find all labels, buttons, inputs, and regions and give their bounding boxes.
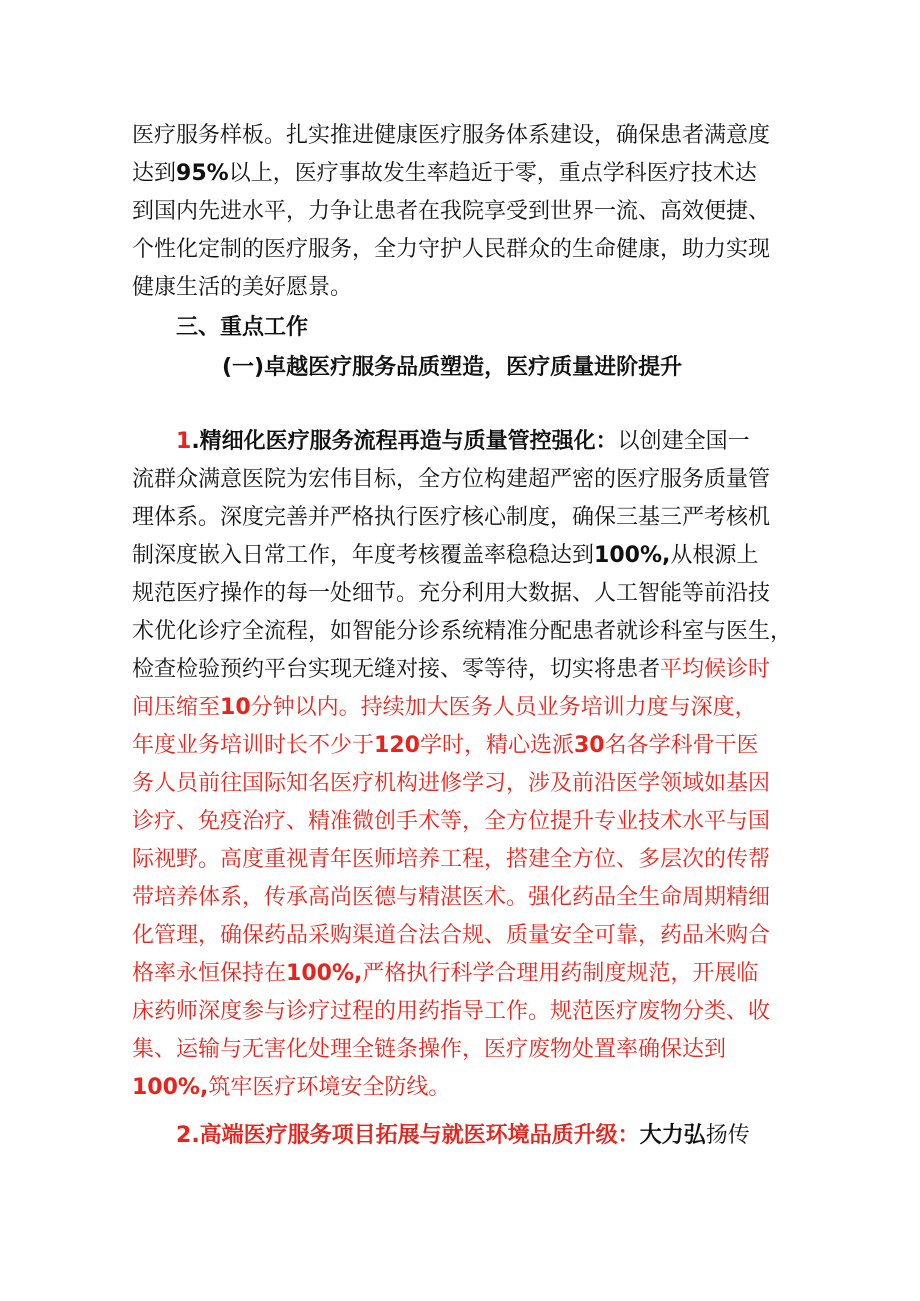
text: 达到 xyxy=(132,161,177,186)
intro-line-3 xyxy=(132,194,832,230)
item1-line-14 xyxy=(132,918,832,954)
number-10: 10 xyxy=(220,695,251,720)
text: 学时，精心选派 xyxy=(419,733,574,758)
subsection-title: (一)卓越医疗服务品质塑造，医疗质量进阶提升 xyxy=(222,355,683,380)
text: 健康生活的美好愿景。 xyxy=(132,275,353,300)
item1-line-2 xyxy=(132,462,832,498)
percent-100: 100%, xyxy=(132,1075,209,1100)
text: 带培养体系，传承高尚医德与精湛医术。强化药品全生命周期精细 xyxy=(132,885,771,910)
item1-line-4 xyxy=(132,538,832,574)
text: 化管理，确保药品采购渠道合法合规、质量安全可靠，药品米购合 xyxy=(132,923,771,948)
text: 分钟以内。持续加大医务人员业务培训力度与深度， xyxy=(250,695,757,720)
item-title: .精细化医疗服务流程再造与质量管控强化： xyxy=(191,429,618,454)
percent-100: 100%, xyxy=(286,961,363,986)
item1-line-8 xyxy=(132,690,832,726)
text: 际视野。高度重视青年医师培养工程，搭建全方位、多层次的传帮 xyxy=(132,847,771,872)
text: 规范医疗操作的每一处细节。充分利用大数据、人工智能等前沿技 xyxy=(132,581,771,606)
item2-line-1 xyxy=(176,1118,876,1154)
text: 医疗服务样板。扎实推进健康医疗服务体系建设，确保患者满意度 xyxy=(132,123,771,148)
text: 制深度嵌入日常工作，年度考核覆盖率稳稳达到 xyxy=(132,543,595,568)
percent-100: 100%, xyxy=(594,543,671,568)
item1-line-13 xyxy=(132,880,832,916)
item1-line-17 xyxy=(132,1032,832,1068)
item1-line-1 xyxy=(176,424,876,460)
intro-line-1 xyxy=(132,118,832,154)
text: 个性化定制的医疗服务，全力守护人民群众的生命健康，助力实现 xyxy=(132,237,771,262)
text: 名各学科骨干医 xyxy=(604,733,759,758)
text: 检查检验预约平台实现无缝对接、零等待，切实将患者 xyxy=(132,657,661,682)
item1-line-10 xyxy=(132,766,832,802)
text: 流群众满意医院为宏伟目标，全方位构建超严密的医疗服务质量管 xyxy=(132,467,771,492)
item1-line-11 xyxy=(132,804,832,840)
percent-95: 95% xyxy=(176,161,229,186)
text: 间压缩至 xyxy=(132,695,221,720)
text: 以创建全国一 xyxy=(617,429,750,454)
section-title: 三、重点工作 xyxy=(176,315,309,340)
text: 大力弘 xyxy=(639,1123,706,1148)
text: 集、运输与无害化处理全链条操作，医疗废物处置率确保达到 xyxy=(132,1037,727,1062)
item1-line-12 xyxy=(132,842,832,878)
item1-line-16 xyxy=(132,994,832,1030)
text: 年度业务培训时长不少于 xyxy=(132,733,375,758)
text: 理体系。深度完善并严格执行医疗核心制度，确保三基三严考核机 xyxy=(132,505,771,530)
item1-line-5 xyxy=(132,576,832,612)
text: 术优化诊疗全流程，如智能分诊系统精准分配患者就诊科室与医生， xyxy=(132,619,793,644)
text: 筑牢医疗环境安全防线。 xyxy=(208,1075,451,1100)
item1-line-9 xyxy=(132,728,832,764)
text: 以上，医疗事故发生率趋近于零，重点学科医疗技术达 xyxy=(228,161,757,186)
text: 到国内先进水平，力争让患者在我院享受到世界一流、高效便捷、 xyxy=(132,199,771,224)
intro-line-2 xyxy=(132,156,832,192)
item1-line-18 xyxy=(132,1070,832,1106)
item1-line-3 xyxy=(132,500,832,536)
number-30: 30 xyxy=(573,733,605,758)
highlight-text: 平均候诊时 xyxy=(660,657,771,682)
intro-line-4 xyxy=(132,232,832,268)
text: 扬传 xyxy=(705,1123,750,1148)
text: 从根源上 xyxy=(670,543,759,568)
text: 务人员前往国际知名医疗机构进修学习，涉及前沿医学领域如基因 xyxy=(132,771,771,796)
item1-line-7 xyxy=(132,652,832,688)
item-number: 2 xyxy=(176,1123,192,1148)
item-number: 1 xyxy=(176,429,192,454)
text: 格率永恒保持在 xyxy=(132,961,287,986)
text: 诊疗、免疫治疗、精准微创手术等，全方位提升专业技术水平与国 xyxy=(132,809,771,834)
text: 严格执行科学合理用药制度规范，开展临 xyxy=(362,961,759,986)
text: 床药师深度参与诊疗过程的用药指导工作。规范医疗废物分类、收 xyxy=(132,999,771,1024)
intro-line-5 xyxy=(132,270,832,306)
item-title: .高端医疗服务项目拓展与就医环境品质升级： xyxy=(191,1123,640,1148)
item1-line-6 xyxy=(132,614,832,650)
item1-line-15 xyxy=(132,956,832,992)
number-120: 120 xyxy=(374,733,420,758)
